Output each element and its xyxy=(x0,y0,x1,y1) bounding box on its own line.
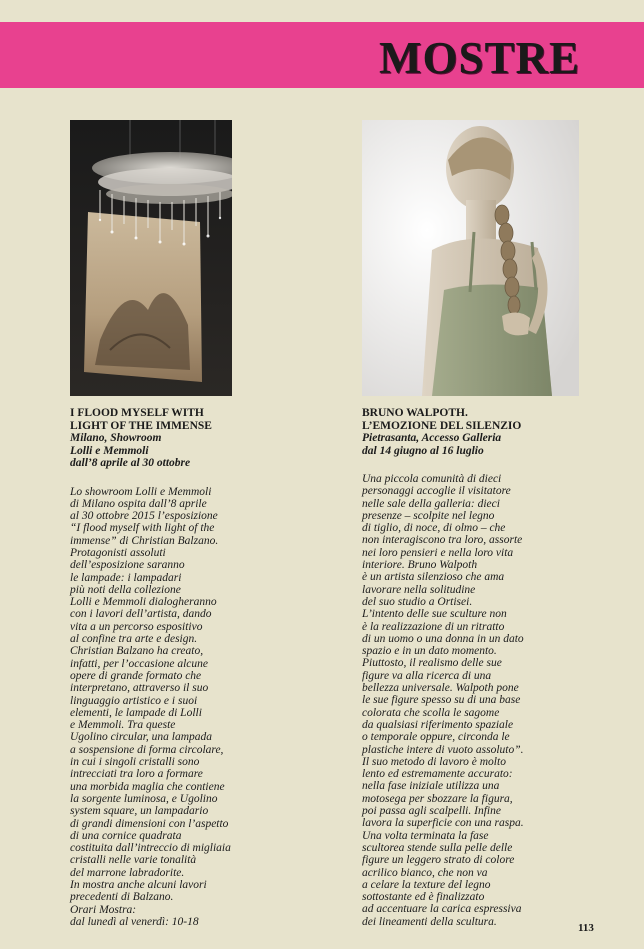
section-title: MOSTRE xyxy=(378,33,580,83)
sculpture-illustration xyxy=(362,120,579,396)
left-article-title: I FLOOD MYSELF WITH LIGHT OF THE IMMENSE xyxy=(70,407,212,432)
chandelier-artwork-photo xyxy=(70,120,232,396)
left-article-meta: Milano, Showroom Lolli e Memmoli dall’8 aprile al 30 ottobre xyxy=(70,432,191,469)
section-banner xyxy=(0,22,644,88)
chandelier-illustration xyxy=(70,120,232,396)
left-article-body: Lo showroom Lolli e Memmoli di Milano ospita dall’8 aprile al 30 ottobre 2015 l’esposizione “I flood myself with light of the immense” di Christian Balzano. Protagonisti assoluti dell’esposizione saranno le lampade: i lampadari più noti della collezione Lolli e Memmoli dialogheranno con i lavori dell’artista, dando vita a un percorso espositivo al confine tra arte e design. Christian Balzano ha creato, infatti, per l’occasione alcune opere di grande formato che interpretano, attraverso il suo linguaggio artistico e i suoi elementi, le lampade di Lolli e Memmoli. Tra queste Ugolino circular, una lampada a sospensione di forma circolare, in cui i singoli cristalli sono intrecciati tra loro a formare una morbida maglia che contiene la sorgente luminosa, e Ugolino system square, un lampadario di grandi dimensioni con l’aspetto di una cornice quadrata costituita dall’intreccio di migliaia cristalli nelle varie tonalità del marrone labradorite. In mostra anche alcuni lavori precedenti di Balzano. Orari Mostra: dal lunedì al venerdì: 10-18 xyxy=(70,485,231,928)
right-article-meta: Pietrasanta, Accesso Galleria dal 14 giugno al 16 luglio xyxy=(362,432,502,457)
left-article xyxy=(70,407,270,928)
page-number: 113 xyxy=(578,922,594,934)
right-article-title: BRUNO WALPOTH. L’EMOZIONE DEL SILENZIO xyxy=(362,407,522,432)
right-article-body: Una piccola comunità di dieci personaggi accoglie il visitatore nelle sale della galleria: dieci presenze – scolpite nel legno di tiglio, di noce, di olmo – che non interagiscono tra loro, assorte nei loro pensieri e nella loro vita interiore. Bruno Walpoth è un artista silenzioso che ama lavorare nella solitudine del suo studio a Ortisei. L’intento delle sue sculture non è la realizzazione di un ritratto di un uomo o una donna in un dato spazio e in un dato momento. Piuttosto, il realismo delle sue figure va alla ricerca di una bellezza universale. Walpoth pone le sue figure spesso su di una base colorata che scolla le sagome da qualsiasi riferimento spaziale o temporale oppure, circonda le plastiche intere di vuoto assoluto”. Il suo metodo di lavoro è molto lento ed estremamente accurato: nella fase iniziale utilizza una motosega per sbozzare la figura, poi passa agli scalpelli. Infine lavora la superficie con una raspa. Una volta terminata la fase scultorea stende sulla pelle delle figure un leggero strato di colore acrilico bianco, che non va a celare la texture del legno sottostante ed è finalizzato ad accentuare la carica espressiva dei lineamenti della scultura. xyxy=(362,473,524,928)
sculpture-photo xyxy=(362,120,579,396)
right-article xyxy=(362,407,584,928)
